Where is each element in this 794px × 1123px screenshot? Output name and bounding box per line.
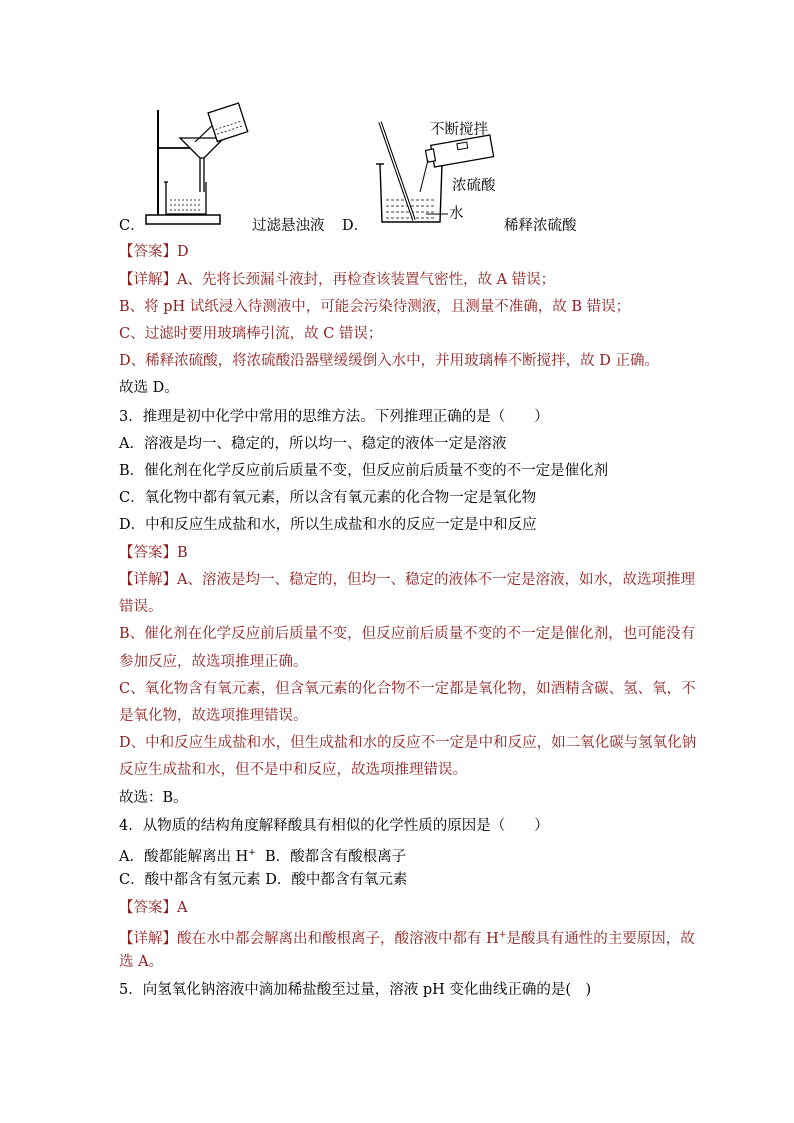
q2-detail-line-1: 【详解】A、先将长颈漏斗液封，再检查该装置气密性，故 A 错误； <box>119 272 556 288</box>
q3-detail-line-4: 参加反应，故选项推理正确。 <box>119 654 308 670</box>
option-c-label: C． <box>119 218 145 234</box>
q5-stem: 5．向氢氧化钠溶液中滴加稀盐酸至过量，溶液 pH 变化曲线正确的是( ) <box>119 982 592 998</box>
water-label: 水 <box>449 206 464 222</box>
answer-value: A <box>177 900 188 916</box>
q3-stem: 3．推理是初中化学中常用的思维方法。下列推理正确的是（ ） <box>119 409 549 425</box>
detail-tag: 【详解】 <box>119 930 177 947</box>
filtration-apparatus-figure <box>140 100 260 228</box>
q4-options-cd: C．酸中都含有氢元素 D．酸中都含有氧元素 <box>119 872 408 888</box>
answer-value: D <box>177 244 189 260</box>
detail-tag: 【详解】 <box>119 572 177 588</box>
acid-label: 浓硫酸 <box>452 178 496 194</box>
q3-detail-line-8: 反应生成盐和水，但不是中和反应，故选项推理错误。 <box>119 762 467 778</box>
q3-option-a: A．溶液是均一、稳定的，所以均一、稳定的液体一定是溶液 <box>119 436 507 452</box>
q3-detail-line-3: B、催化剂在化学反应前后质量不变，但反应前后质量不变的不一定是催化剂，也可能没有 <box>119 626 696 642</box>
q3-option-c: C．氧化物中都有氧元素，所以含有氧元素的化合物一定是氧化物 <box>119 490 537 506</box>
answer-tag: 【答案】 <box>119 244 177 260</box>
q4-option-b: B．酸都含有酸根离子 <box>265 848 407 865</box>
answer-tag: 【答案】 <box>119 545 177 561</box>
q3-conclusion: 故选：B。 <box>119 790 188 806</box>
q3-option-d: D．中和反应生成盐和水，所以生成盐和水的反应一定是中和反应 <box>119 517 537 533</box>
q3-detail-line-1: 【详解】A、溶液是均一、稳定的，但均一、稳定的液体不一定是溶液，如水，故选项推理 <box>119 572 695 588</box>
q4-detail-line-2: 选 A。 <box>119 954 164 970</box>
q4-option-a: A．酸都能解离出 H <box>119 848 249 865</box>
q3-detail-line-6: 是氧化物，故选项推理错误。 <box>119 708 308 724</box>
q3-option-b: B．催化剂在化学反应前后质量不变，但反应前后质量不变的不一定是催化剂 <box>119 463 609 479</box>
answer-value: B <box>177 545 188 561</box>
q2-detail-line-3: C、过滤时要用玻璃棒引流，故 C 错误； <box>119 326 383 342</box>
q2-conclusion: 故选 D。 <box>119 380 179 396</box>
q4-option-a-sup: + <box>248 848 256 858</box>
option-c-caption: 过滤悬浊液 <box>252 218 325 234</box>
q4-stem: 4．从物质的结构角度解释酸具有相似的化学性质的原因是（ ） <box>119 818 549 834</box>
stir-label: 不断搅拌 <box>430 122 488 138</box>
q2-detail-line-4: D、稀释浓硫酸，将浓硫酸沿器壁缓缓倒入水中，并用玻璃棒不断搅拌，故 D 正确。 <box>119 353 659 369</box>
option-d-label: D． <box>342 218 369 234</box>
q3-detail-line-7: D、中和反应生成盐和水，但生成盐和水的反应不一定是中和反应，如二氧化碳与氢氧化钠 <box>119 735 697 751</box>
q2-detail-line-2: B、将 pH 试纸浸入待测液中，可能会污染待测液，且测量不准确，故 B 错误； <box>119 299 631 315</box>
q3-answer <box>119 543 188 563</box>
q3-detail-line-5: C、氧化物含有氧元素，但含氧元素的化合物不一定都是氧化物，如酒精含碳、氢、氧，不 <box>119 681 696 697</box>
q3-detail-line-2: 错误。 <box>119 599 163 615</box>
option-d-caption: 稀释浓硫酸 <box>504 218 577 234</box>
q2-answer <box>119 242 189 262</box>
q4-detail-line-1: 【详解】酸在水中都会解离出和酸根离子，酸溶液中都有 H+是酸具有通性的主要原因，故 <box>119 930 695 947</box>
q4-answer <box>119 898 187 918</box>
detail-tag: 【详解】 <box>119 272 177 288</box>
answer-tag: 【答案】 <box>119 900 177 916</box>
q4-options-ab <box>119 843 406 867</box>
